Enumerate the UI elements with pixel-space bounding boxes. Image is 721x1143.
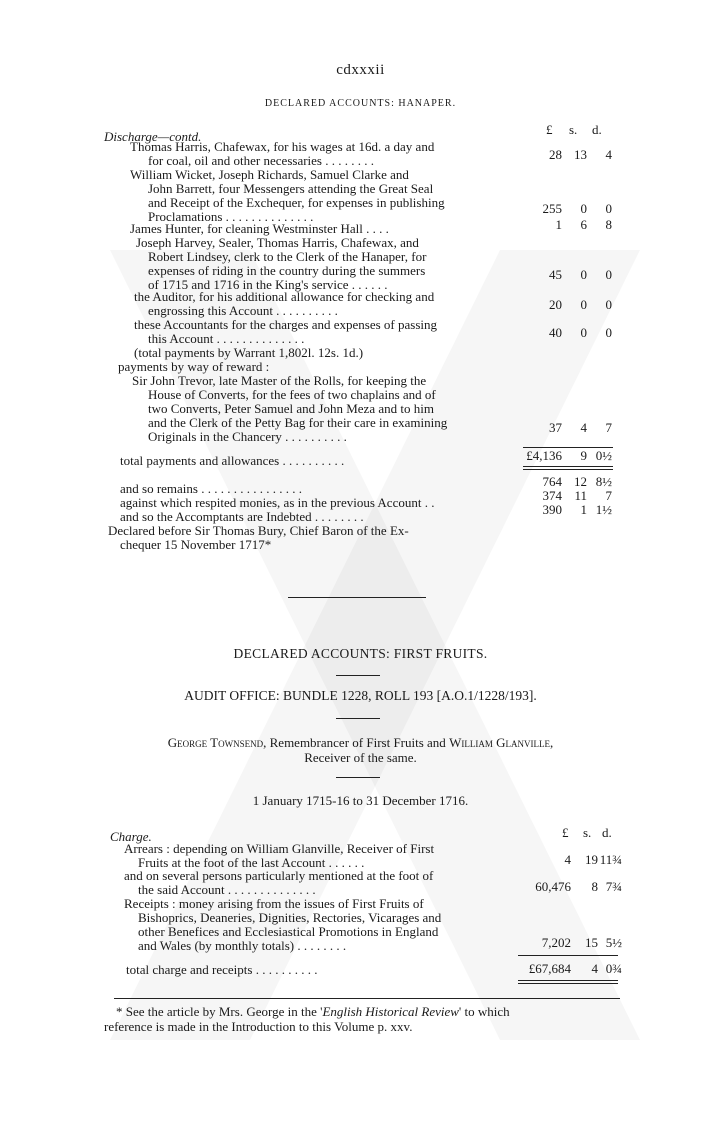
shillings-header: s. bbox=[569, 122, 578, 137]
discharge-amount-pence: 0 bbox=[605, 297, 612, 312]
discharge-amount-pence: 8 bbox=[605, 217, 612, 232]
accountant-role-1: , Remembrancer of First Fruits and bbox=[263, 735, 450, 750]
discharge-line: this Account . . . . . . . . . . . . . . bbox=[148, 331, 305, 346]
section-divider bbox=[288, 597, 426, 598]
pounds-header-2: £ bbox=[562, 825, 569, 840]
pounds-header: £ bbox=[546, 122, 553, 137]
discharge-line: House of Converts, for the fees of two chaplains and of bbox=[148, 387, 436, 402]
discharge-amount-pence: 7 bbox=[605, 420, 612, 435]
discharge-amount-pence: 4 bbox=[605, 147, 612, 162]
footnote-line-2: reference is made in the Introduction to this Volume p. xxv. bbox=[104, 1019, 413, 1034]
charge-amount-shillings: 8 bbox=[591, 879, 598, 894]
discharge-line: of 1715 and 1716 in the King's service . . . . . . bbox=[148, 277, 388, 292]
footnote-text-a: * See the article by Mrs. George in the ' bbox=[116, 1004, 323, 1019]
footnote-line-1 bbox=[116, 1005, 510, 1019]
discharge-amount-shillings: 11 bbox=[574, 488, 587, 503]
charge-line: and Wales (by monthly totals) . . . . . . . . bbox=[138, 938, 347, 953]
discharge-line: Robert Lindsey, clerk to the Clerk of the Hanaper, for bbox=[148, 249, 427, 264]
footnote-rule bbox=[114, 998, 620, 999]
discharge-line: two Converts, Peter Samuel and John Meza and to him bbox=[148, 401, 434, 416]
charge-line: total charge and receipts . . . . . . . . . . bbox=[126, 962, 318, 977]
discharge-line: Proclamations . . . . . . . . . . . . . . bbox=[148, 209, 314, 224]
discharge-amount-pounds: £4,136 bbox=[526, 448, 562, 463]
discharge-amount-pence: 8½ bbox=[595, 474, 612, 489]
discharge-line: John Barrett, four Messengers attending the Great Seal bbox=[148, 181, 434, 196]
pence-header: d. bbox=[592, 122, 602, 137]
discharge-amount-pounds: 45 bbox=[549, 267, 562, 282]
charge-subtotal-rule bbox=[518, 955, 618, 956]
discharge-line: Sir John Trevor, late Master of the Rolls, for keeping the bbox=[132, 373, 427, 388]
accountant-comma: , bbox=[549, 735, 554, 750]
discharge-amount-pounds: 390 bbox=[542, 502, 562, 517]
discharge-line: chequer 15 November 1717* bbox=[120, 537, 272, 552]
discharge-amount-shillings: 9 bbox=[580, 448, 587, 463]
charge-line: Fruits at the foot of the last Account . . . . . . bbox=[138, 855, 365, 870]
charge-amount-shillings: 4 bbox=[591, 961, 598, 976]
discharge-amount-shillings: 13 bbox=[574, 147, 587, 162]
subtotal-rule bbox=[523, 447, 613, 448]
pence-header-2: d. bbox=[602, 825, 612, 840]
discharge-amount-pounds: 37 bbox=[549, 420, 562, 435]
charge-amount-pounds: 60,476 bbox=[535, 879, 571, 894]
charge-line: the said Account . . . . . . . . . . . . . . bbox=[138, 882, 316, 897]
discharge-line: (total payments by Warrant 1,802l. 12s. 1d.) bbox=[134, 345, 364, 360]
discharge-line: the Auditor, for his additional allowance for checking and bbox=[134, 289, 435, 304]
discharge-amount-shillings: 0 bbox=[580, 201, 587, 216]
discharge-amount-pence: 7 bbox=[605, 488, 612, 503]
discharge-amount-pence: 0 bbox=[605, 325, 612, 340]
discharge-line: and the Clerk of the Petty Bag for their care in examining bbox=[148, 415, 448, 430]
discharge-line: payments by way of reward : bbox=[118, 359, 270, 374]
discharge-line: William Wicket, Joseph Richards, Samuel Clarke and bbox=[130, 167, 409, 182]
accountant-name-1: George Townsend bbox=[167, 735, 264, 750]
footnote-journal-title: English Historical Review bbox=[322, 1004, 459, 1019]
audit-rule bbox=[336, 718, 380, 719]
accountants-line-2: Receiver of the same. bbox=[304, 750, 417, 765]
discharge-line: and so the Accomptants are Indebted . . . . . . . . bbox=[120, 509, 364, 524]
discharge-amount-pence: 0½ bbox=[595, 448, 612, 463]
discharge-amount-shillings: 0 bbox=[580, 325, 587, 340]
discharge-line: expenses of riding in the country during the summers bbox=[148, 263, 426, 278]
discharge-amount-pounds: 764 bbox=[542, 474, 562, 489]
discharge-line: and so remains . . . . . . . . . . . . . . . . bbox=[120, 481, 302, 496]
footnote-text-c: ' to which bbox=[458, 1004, 510, 1019]
discharge-amount-pounds: 20 bbox=[549, 297, 562, 312]
charge-line: Receipts : money arising from the issues of First Fruits of bbox=[124, 896, 424, 911]
accountant-name-2: William Glanville bbox=[449, 735, 550, 750]
discharge-amount-pounds: 28 bbox=[549, 147, 562, 162]
charge-line: other Benefices and Ecclesiastical Promotions in England bbox=[138, 924, 439, 939]
discharge-amount-shillings: 4 bbox=[580, 420, 587, 435]
charge-amount-shillings: 19 bbox=[585, 852, 598, 867]
charge-amount-pence: 7¾ bbox=[605, 879, 622, 894]
discharge-amount-pounds: 255 bbox=[542, 201, 562, 216]
discharge-line: against which respited monies, as in the previous Account . . bbox=[120, 495, 435, 510]
discharge-line: Joseph Harvey, Sealer, Thomas Harris, Chafewax, and bbox=[136, 235, 419, 250]
discharge-line: engrossing this Account . . . . . . . . . . bbox=[148, 303, 338, 318]
charge-amount-pounds: £67,684 bbox=[528, 961, 571, 976]
charge-line: and on several persons particularly mentioned at the foot of bbox=[124, 868, 434, 883]
discharge-amount-shillings: 0 bbox=[580, 267, 587, 282]
discharge-line: and Receipt of the Exchequer, for expenses in publishing bbox=[148, 195, 445, 210]
discharge-amount-pence: 0 bbox=[605, 267, 612, 282]
discharge-amount-pence: 1½ bbox=[595, 502, 612, 517]
page-number: cdxxxii bbox=[336, 62, 385, 78]
heading-rule bbox=[336, 675, 380, 676]
charge-line: Arrears : depending on William Glanville, Receiver of First bbox=[124, 841, 435, 856]
charge-amount-pence: 0¾ bbox=[605, 961, 622, 976]
discharge-line: James Hunter, for cleaning Westminster Hall . . . . bbox=[130, 221, 389, 236]
discharge-label: Discharge—contd. bbox=[104, 129, 202, 144]
discharge-line: for coal, oil and other necessaries . . . . . . . . bbox=[148, 153, 374, 168]
discharge-line: Thomas Harris, Chafewax, for his wages at 16d. a day and bbox=[130, 139, 435, 154]
discharge-amount-pounds: 40 bbox=[549, 325, 562, 340]
charge-amount-pence: 11¾ bbox=[599, 852, 622, 867]
total-double-rule bbox=[523, 466, 613, 470]
shillings-header-2: s. bbox=[583, 825, 592, 840]
running-head: DECLARED ACCOUNTS: HANAPER. bbox=[264, 98, 457, 109]
audit-reference: AUDIT OFFICE: BUNDLE 1228, ROLL 193 [A.O.1/1228/193]. bbox=[184, 688, 537, 703]
discharge-amount-shillings: 12 bbox=[574, 474, 587, 489]
discharge-amount-shillings: 1 bbox=[580, 502, 587, 517]
discharge-line: Declared before Sir Thomas Bury, Chief Baron of the Ex- bbox=[108, 523, 409, 538]
first-fruits-heading: DECLARED ACCOUNTS: FIRST FRUITS. bbox=[233, 646, 488, 661]
discharge-amount-shillings: 0 bbox=[580, 297, 587, 312]
discharge-amount-pence: 0 bbox=[605, 201, 612, 216]
charge-total-double-rule bbox=[518, 980, 618, 984]
accountants-line-1 bbox=[0, 735, 721, 751]
charge-line: Bishoprics, Deaneries, Dignities, Rectories, Vicarages and bbox=[138, 910, 442, 925]
charge-amount-pence: 5½ bbox=[605, 935, 622, 950]
charge-amount-pounds: 7,202 bbox=[541, 935, 571, 950]
discharge-line: total payments and allowances . . . . . . . . . . bbox=[120, 453, 345, 468]
charge-amount-shillings: 15 bbox=[585, 935, 598, 950]
charge-amount-pounds: 4 bbox=[564, 852, 571, 867]
account-period: 1 January 1715-16 to 31 December 1716. bbox=[252, 793, 469, 808]
discharge-line: Originals in the Chancery . . . . . . . . . . bbox=[148, 429, 347, 444]
discharge-amount-pounds: 374 bbox=[542, 488, 562, 503]
discharge-amount-shillings: 6 bbox=[580, 217, 587, 232]
discharge-amount-pounds: 1 bbox=[555, 217, 562, 232]
persons-rule bbox=[336, 777, 380, 778]
charge-label: Charge. bbox=[110, 829, 152, 844]
discharge-line: these Accountants for the charges and expenses of passing bbox=[134, 317, 438, 332]
